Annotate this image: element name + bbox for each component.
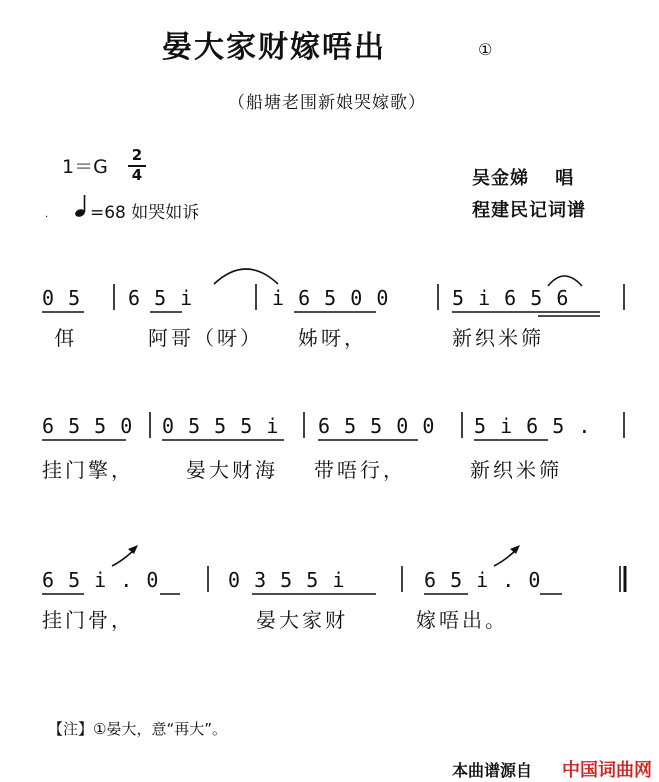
- row2-lyric-4: 新织米筛: [470, 458, 562, 482]
- source-label: 本曲谱源自: [452, 761, 533, 780]
- row1-lyric-4: 新织米筛: [452, 326, 544, 350]
- row3-lyric-1: 挂门骨，: [42, 608, 134, 632]
- tempo-marking: =68 如哭如诉: [90, 203, 200, 223]
- transcriber-credit: 程建民记词谱: [472, 200, 586, 221]
- row2-measure1-notes: 6 5 5 0: [42, 414, 134, 438]
- title-footnote-marker: ①: [478, 40, 493, 59]
- row2-lyric-3: 带唔行，: [314, 458, 406, 482]
- row1-lyric-2: 阿哥（呀）: [148, 326, 263, 350]
- row1-measure3-notes: i 6 5 0 0: [272, 286, 390, 310]
- row1-measure1-notes: 0 5: [42, 286, 82, 310]
- time-signature-bottom: 4: [131, 166, 143, 184]
- subtitle: （船塘老围新娘哭嫁歌）: [228, 93, 426, 113]
- row2-measure4-notes: 5 i 6 5 .: [474, 414, 592, 438]
- row1-measure2-notes: 6 5 i: [128, 286, 194, 310]
- row2-measure3-notes: 6 5 5 0 0: [318, 414, 436, 438]
- row1-lyric-3: 姊呀，: [298, 326, 367, 350]
- site-watermark: 中国词曲网: [562, 760, 652, 781]
- row3-measure2-notes: 0 3 5 5 i: [228, 568, 346, 592]
- row3-measure3-notes: 6 5 i . 0: [424, 568, 542, 592]
- row2-lyric-1: 挂门擎，: [42, 458, 134, 482]
- time-signature-top: 2: [131, 146, 143, 164]
- row2-measure2-notes: 0 5 5 5 i: [162, 414, 280, 438]
- singer-credit: 吴金娣 唱: [472, 168, 575, 189]
- row2-lyric-2: 晏大财海: [186, 458, 278, 482]
- footnote: 【注】①晏大，意“再大”。: [48, 720, 227, 738]
- row3-lyric-3: 嫁唔出。: [416, 608, 508, 632]
- tempo-dot: ·: [45, 212, 49, 223]
- key-signature: 1＝G: [62, 156, 108, 178]
- song-title: 晏大家财嫁唔出: [162, 30, 386, 65]
- row1-measure4-notes: 5 i 6 5 6: [452, 286, 570, 310]
- row3-measure1-notes: 6 5 i . 0: [42, 568, 160, 592]
- row1-lyric-1: 佴: [54, 326, 77, 350]
- row3-lyric-2: 晏大家财: [256, 608, 348, 632]
